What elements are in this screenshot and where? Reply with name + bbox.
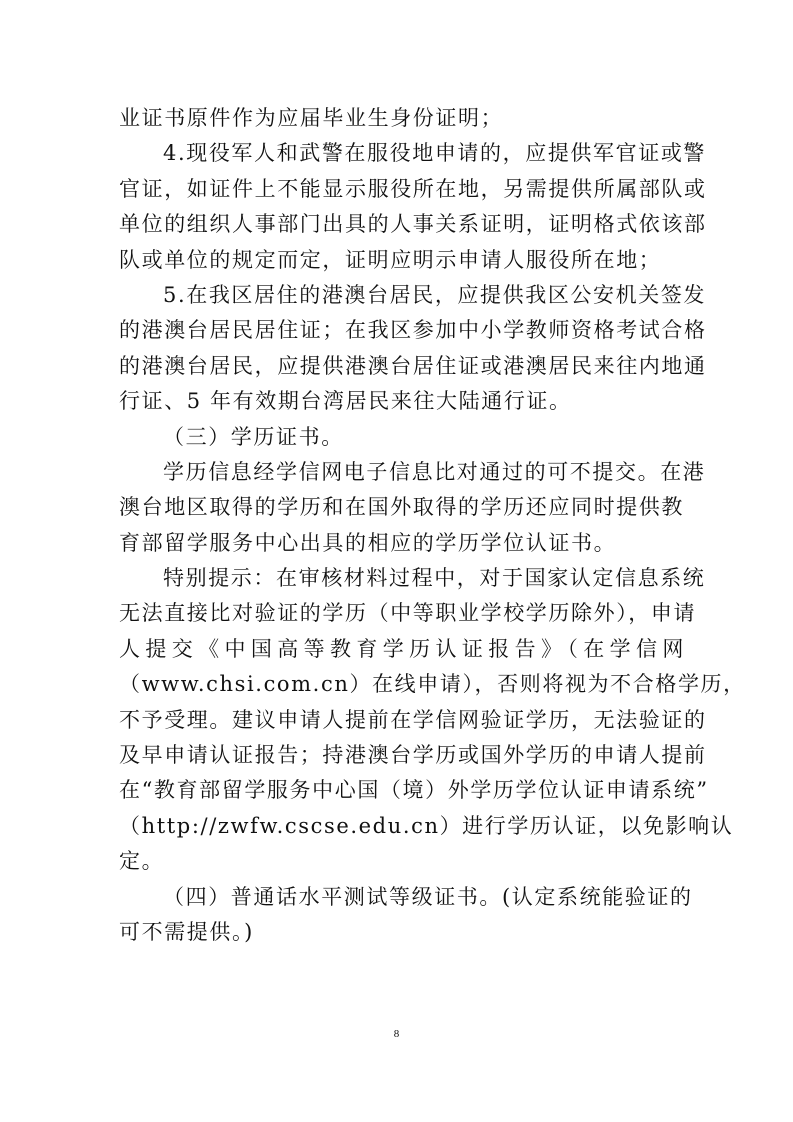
paragraph-line: 的港澳台居民，应提供港澳台居住证或港澳居民来往内地通: [119, 353, 707, 378]
document-body: [119, 101, 746, 950]
paragraph-line: 5.在我区居住的港澳台居民，应提供我区公安机关签发: [163, 282, 707, 307]
paragraph-line: 不予受理。建议申请人提前在学信网验证学历，无法验证的: [119, 707, 707, 732]
paragraph-line: 可不需提供。): [119, 919, 254, 944]
paragraph-line: 学历信息经学信网电子信息比对通过的可不提交。在港: [163, 459, 706, 484]
paragraph-line: 业证书原件作为应届毕业生身份证明；: [119, 106, 504, 130]
paragraph-line: 特别提示：在审核材料过程中，对于国家认定信息系统: [163, 566, 706, 591]
paragraph-line: 无法直接比对验证的学历（中等职业学校学历除外），申请: [119, 601, 697, 626]
paragraph-line: （http://zwfw.cscse.edu.cn）进行学历认证，以免影响认: [119, 813, 734, 838]
paragraph-line: 及早申请认证报告；持港澳台学历或国外学历的申请人提前: [119, 743, 707, 768]
paragraph-line: 官证，如证件上不能显示服役所在地，另需提供所属部队或: [119, 176, 707, 201]
paragraph-line: 在“教育部留学服务中心国（境）外学历学位认证申请系统”: [119, 778, 709, 803]
paragraph-line: 行证、5 年有效期台湾居民来往大陆通行证。: [119, 389, 572, 414]
paragraph-line: 队或单位的规定而定，证明应明示申请人服役所在地；: [119, 247, 662, 272]
paragraph-line: 的港澳台居民居住证；在我区参加中小学教师资格考试合格: [119, 318, 707, 343]
paragraph-line: 定。: [119, 849, 165, 874]
paragraph-line: （www.chsi.com.cn）在线申请），否则将视为不合格学历，: [119, 672, 746, 697]
paragraph-line: 4.现役军人和武警在服役地申请的，应提供军官证或警: [163, 141, 707, 166]
section-heading: （四）普通话水平测试等级证书。(认定系统能验证的: [163, 884, 693, 909]
paragraph-line: 单位的组织人事部门出具的人事关系证明，证明格式依该部: [119, 212, 707, 237]
paragraph-line: 人提交《中国高等教育学历认证报告》（在学信网: [119, 636, 685, 661]
section-heading: （三）学历证书。: [163, 424, 344, 449]
page-number: 8: [393, 1028, 400, 1040]
paragraph-line: 育部留学服务中心出具的相应的学历学位认证书。: [119, 530, 617, 555]
paragraph-line: 澳台地区取得的学历和在国外取得的学历还应同时提供教: [119, 495, 684, 520]
